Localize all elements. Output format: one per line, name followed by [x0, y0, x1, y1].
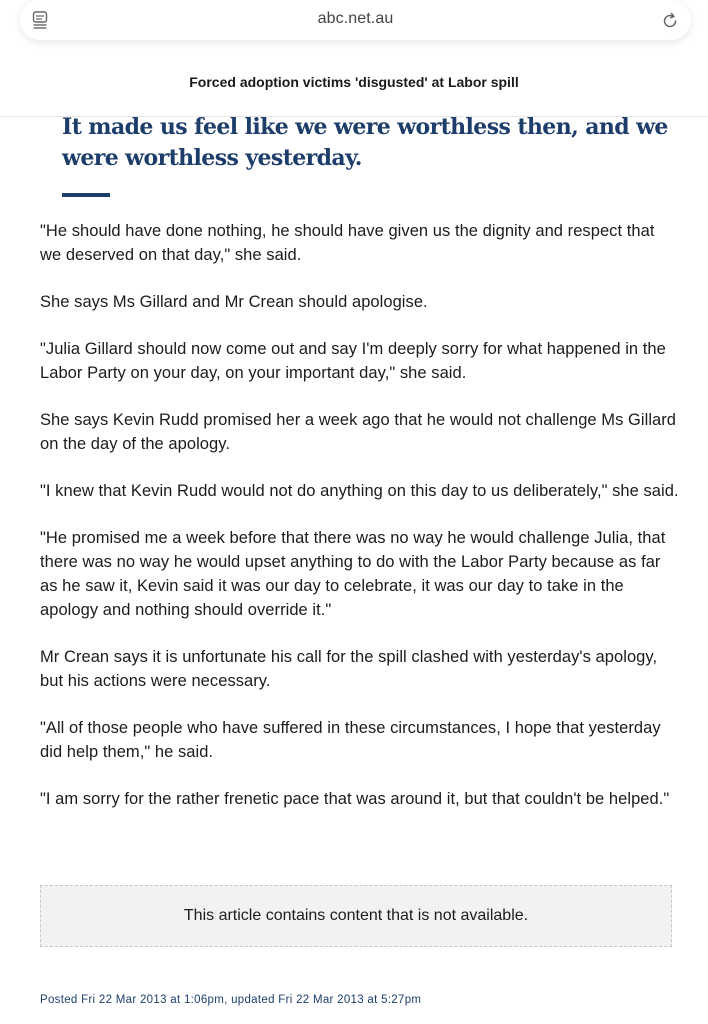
article-paragraph: "Julia Gillard should now come out and say I'm deeply sorry for what happened in the Labor Party on your day, on your important day," she said.: [40, 340, 666, 382]
pull-quote-rule: [62, 193, 110, 197]
address-bar[interactable]: [20, 0, 691, 40]
article-paragraph: "All of those people who have suffered in these circumstances, I hope that yesterday did help them," he said.: [40, 719, 661, 761]
page-title: Forced adoption victims 'disgusted' at Labor spill: [189, 74, 519, 90]
article-paragraph: Mr Crean says it is unfortunate his call for the spill clashed with yesterday's apology, but his actions were necessary.: [40, 648, 658, 690]
reload-icon[interactable]: [661, 10, 679, 30]
url-text[interactable]: abc.net.au: [317, 10, 394, 27]
article-body: [40, 219, 680, 834]
posted-timestamp: Posted Fri 22 Mar 2013 at 1:06pm, updated Fri 22 Mar 2013 at 5:27pm: [40, 994, 422, 1006]
article-paragraph: "He promised me a week before that there was no way he would challenge Julia, that there was no way he would upset anything to do with the Labor Party because as far as he saw it, Kevin said it was our day to celebrate, it was our day to take in the apology and nothing should override it.": [40, 529, 666, 619]
article-paragraph: "He should have done nothing, he should have given us the dignity and respect that we deserved on that day," she said.: [40, 222, 655, 264]
pull-quote: It made us feel like we were worthless then, and we were worthless yesterday.: [62, 114, 668, 171]
unavailable-notice-text: This article contains content that is not available.: [183, 907, 529, 924]
article-paragraph: "I knew that Kevin Rudd would not do anything on this day to us deliberately," she said.: [40, 482, 679, 500]
article-paragraph: "I am sorry for the rather frenetic pace that was around it, but that couldn't be helped.": [40, 790, 670, 808]
article-paragraph: She says Ms Gillard and Mr Crean should apologise.: [40, 293, 428, 311]
article-paragraph: She says Kevin Rudd promised her a week ago that he would not challenge Ms Gillard on the day of the apology.: [40, 411, 677, 453]
unavailable-content-notice: [40, 885, 672, 947]
browser-bar: [0, 0, 708, 117]
